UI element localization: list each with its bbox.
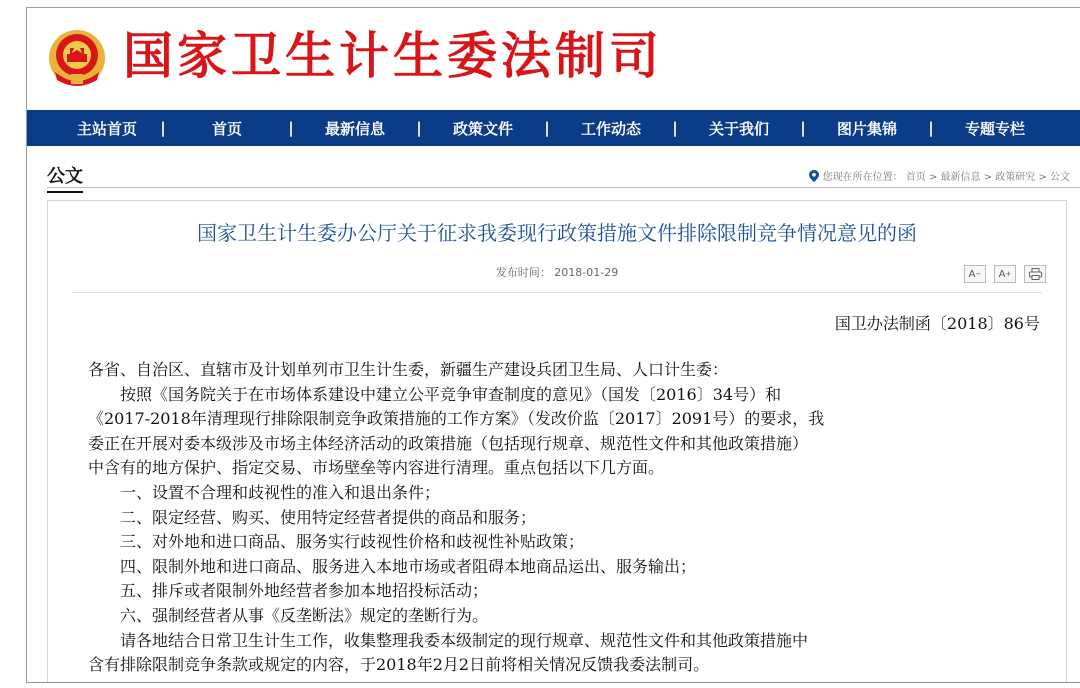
body-line: 《2017-2018年清理现行排除限制竞争政策措施的工作方案》（发改价监〔2017〕2091号）的要求，我: [88, 409, 825, 429]
nav-separator: |: [800, 119, 806, 137]
printer-icon: [1029, 268, 1042, 280]
body-line: 四、限制外地和进口商品、服务进入本地市场或者阻碍本地商品运出、服务输出；: [88, 556, 697, 576]
nav-item-about-us[interactable]: 关于我们: [708, 119, 769, 138]
article-card: [47, 200, 1067, 683]
nav-separator: |: [416, 119, 422, 137]
section-divider: [47, 187, 1080, 188]
nav-separator: |: [544, 119, 550, 137]
nav-item-main-site[interactable]: 主站首页: [76, 119, 137, 138]
body-line: 各省、自治区、直辖市及计划单列市卫生计生委，新疆生产建设兵团卫生局、人口计生委：: [88, 360, 729, 379]
body-line: 五、排斥或者限制外地经营者参加本地招投标活动；: [88, 581, 489, 601]
publish-date: 发布时间： 2018-01-29: [495, 266, 619, 279]
site-title: 国家卫生计生委法制司: [123, 27, 663, 85]
nav-item-photo-gallery[interactable]: 图片集锦: [836, 119, 897, 138]
body-line: 含有排除限制竞争条款或规定的内容，于2018年2月2日前将相关情况反馈我委法制司。: [88, 655, 710, 675]
article-title: 国家卫生计生委办公厅关于征求我委现行政策措施文件排除限制竞争情况意见的函: [197, 221, 917, 245]
nav-separator: |: [288, 119, 294, 137]
nav-separator: |: [928, 119, 934, 137]
nav-item-home[interactable]: 首页: [211, 119, 242, 138]
document-number: 国卫办法制函〔2018〕86号: [834, 314, 1040, 333]
body-line: 六、强制经营者从事《反垄断法》规定的垄断行为。: [88, 605, 489, 625]
body-line: 中含有的地方保护、指定交易、市场壁垒等内容进行清理。重点包括以下几方面。: [88, 458, 665, 478]
body-line: 一、设置不合理和歧视性的准入和退出条件；: [88, 482, 441, 502]
nav-item-work-news[interactable]: 工作动态: [580, 119, 641, 138]
article-tools: [964, 265, 1046, 283]
font-decrease-button[interactable]: A −: [964, 265, 986, 283]
section-label: 公文: [47, 162, 83, 193]
breadcrumb-text[interactable]: 您现在所在位置： 首页 > 最新信息 > 政策研究 > 公文: [822, 172, 1070, 183]
nav-item-policy-docs[interactable]: 政策文件: [452, 119, 513, 138]
nav-item-special-topics[interactable]: 专题专栏: [964, 119, 1025, 138]
site-banner: [27, 8, 1080, 108]
print-button[interactable]: [1024, 265, 1046, 283]
page-frame: [26, 7, 1080, 683]
body-line: 按照《国务院关于在市场体系建设中建立公平竞争审查制度的意见》（国发〔2016〕34号）和: [88, 384, 782, 404]
body-line: 二、限定经营、购买、使用特定经营者提供的商品和服务；: [88, 507, 537, 527]
nav-item-latest-info[interactable]: 最新信息: [324, 119, 385, 138]
title-divider: [72, 292, 1042, 293]
body-line: 委正在开展对委本级涉及市场主体经济活动的政策措施（包括现行规章、规范性文件和其他政策措施）: [88, 433, 809, 453]
font-increase-button[interactable]: A +: [994, 265, 1016, 283]
location-pin-icon: [809, 170, 819, 182]
breadcrumb: [809, 168, 1070, 183]
body-line: 三、对外地和进口商品、服务实行歧视性价格和歧视性补贴政策；: [88, 532, 585, 552]
nav-separator: |: [672, 119, 678, 137]
body-line: 请各地结合日常卫生计生工作，收集整理我委本级制定的现行规章、规范性文件和其他政策措施中: [88, 630, 809, 650]
nav-separator: |: [160, 119, 166, 137]
main-navbar: [27, 110, 1080, 146]
article-body: [88, 358, 1048, 678]
breadcrumb-row: [27, 160, 1080, 188]
national-emblem-icon: [47, 28, 107, 88]
